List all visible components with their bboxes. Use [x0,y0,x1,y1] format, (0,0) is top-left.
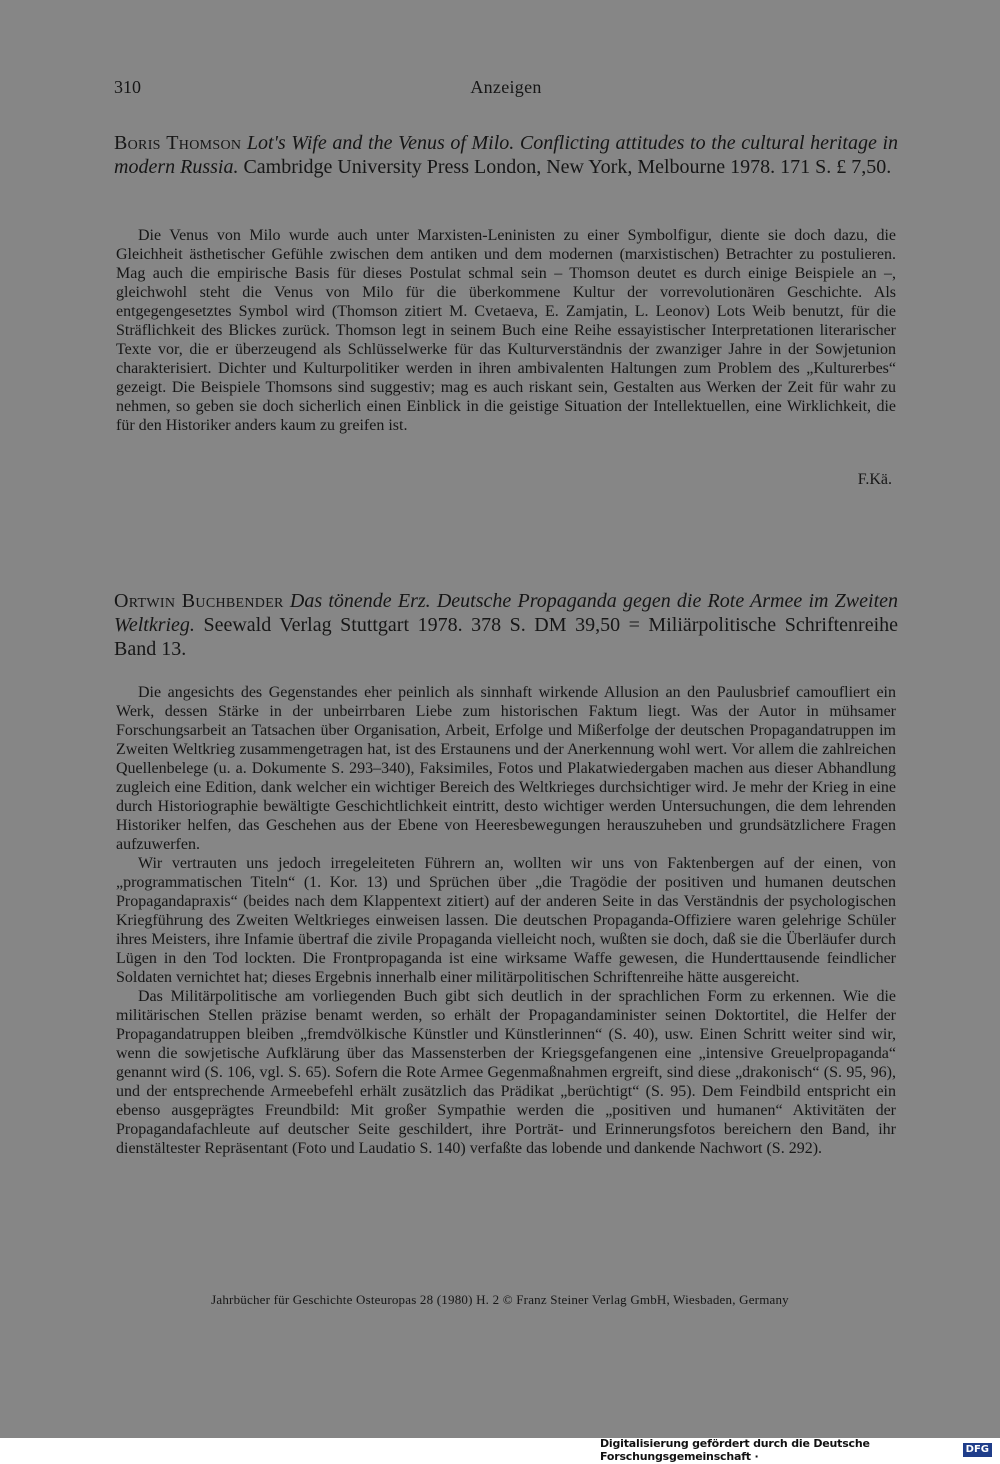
journal-footer: Jahrbücher für Geschichte Osteuropas 28 (1980) H. 2 © Franz Steiner Verlag GmbH, Wiesbaden, Germany [211,1292,789,1307]
review-2-publication: Seewald Verlag Stuttgart 1978. 378 S. DM 39,50 = Miliärpolitische Schriftenreihe Band 13. [114,614,899,660]
review-1-book-title: Lot's Wife and the Venus of Milo. Conflicting attitudes to the cultural heritage in modern Russia. [114,132,899,178]
review-2-author: Ortwin Buchbender [114,590,284,612]
review-2-body [116,683,896,1158]
dfg-logo: DFG [963,1443,992,1457]
review-2-paragraph-3: Das Militärpolitische am vorliegenden Buch gibt sich deutlich in der sprachlichen Form zu erkennen. Wie die militärischen Stellen präzise benamt werden, so erhält der Propagandaminister seinen Doktortitel, die Helfer der Propagandatruppen bleiben „fremdvölkische Künstler und Künstlerinnen“ (S. 40), usw. Einen Schritt weiter sind wir, wenn die sowjetische Aufklärung über das Massensterben der Kriegsgefangenen eine „intensive Greuelpropaganda“ genannt wird (S. 106, vgl. S. 65). Sofern die Rote Armee Gegenmaßnahmen ergreift, sind diese „drakonisch“ (S. 95, 96), und der entsprechende Armeebefehl erhält zusätzlich das Prädikat „berüchtigt“ (S. 95). Dem Feindbild entspricht ein ebenso ausgeprägtes Freundbild: Mit großer Sympathie werden die „positiven und humanen“ Aktivitäten der Propagandafachleute auf deutscher Seite geschildert, ihre Porträt- und Erinnerungsfotos bereichern den Band, ihr dienstältester Repräsentant (Foto und Laudatio S. 140) verfaßte das lobende und dankende Nachwort (S. 292). [116,988,896,1157]
review-2-paragraph-1: Die angesichts des Gegenstandes eher peinlich als sinnhaft wirkende Allusion an den Paulusbrief camoufliert ein Werk, dessen Stärke in der unbeirrbaren Liebe zum historischen Faktum liegt. Was der Autor in mühsamer Forschungsarbeit an Tatsachen über Organisation, Arbeit, Erfolge und Mißerfolge der deutschen Propagandatruppen im Zweiten Weltkrieg zusammengetragen hat, ist des Erstaunens und der Anerkennung wohl wert. Vor allem die zahlreichen Quellenbelege (u. a. Dokumente S. 293–340), Faksimiles, Fotos und Plakatwiedergaben machen aus dieser Abhandlung zugleich eine Edition, dank welcher ein wichtiger Bereich des Weltkrieges durchsichtiger wird. Je mehr der Krieg in eine durch Historiographie bewältigte Geschichtlichkeit eintritt, desto wichtiger werden Untersuchungen, die dem lehrenden Historiker helfen, das Geschehen aus der Ebene von Heeresbewegungen herauszuheben und grundsätzlichere Fragen aufzuwerfen. [116,684,896,853]
review-1-author: Boris Thomson [114,132,242,154]
review-2-heading [114,589,898,661]
review-2-book-title: Das tönende Erz. Deutsche Propaganda gegen die Rote Armee im Zweiten Weltkrieg. [114,590,898,636]
review-1-body [116,226,896,435]
digitization-credit [600,1437,992,1463]
section-title: Anzeigen [470,77,542,97]
review-1-heading [114,131,898,179]
review-1-paragraph-1: Die Venus von Milo wurde auch unter Marxisten-Leninisten zu einer Symbolfigur, diente sie doch dazu, die Gleichheit ästhetischer Gefühle zwischen dem antiken und dem modernen (marxistischen) Betrachter zu postulieren. Mag auch die empirische Basis für dieses Postulat schmal sein – Thomson deutet es durch einige Beispiele an –, gleichwohl steht die Venus von Milo für die überkommene Kultur der vorrevolutionären Geschichte. Als entgegengesetztes Symbol wird (Thomson zitiert M. Cvetaeva, E. Zamjatin, L. Leonov) Lots Weib benutzt, für die Sträflichkeit des Blickes zurück. Thomson legt in seinem Buch eine Reihe essayistischer Interpretationen literarischer Texte vor, die er überzeugend als Schlüsselwerke für das Kulturverständnis der zwanziger Jahre in der Sowjetunion charakterisiert. Dichter und Kulturpolitiker werden in ihren ambivalenten Haltungen zum Problem des „Kulturerbes“ gezeigt. Die Beispiele Thomsons sind suggestiv; mag es auch riskant sein, Gestalten aus Werken der Zeit für wahr zu nehmen, so geben sie doch sicherlich einen Einblick in die geistige Situation der Intellektuellen, eine Wirklichkeit, die für den Historiker anders kaum zu greifen ist. [116,227,896,434]
review-1-signature: F.Kä. [857,471,892,488]
credit-text: Digitalisierung gefördert durch die Deutsche Forschungsgemeinschaft · [600,1437,870,1463]
review-1-publication: Cambridge University Press London, New York, Melbourne 1978. 171 S. £ 7,50. [243,156,892,178]
review-2-paragraph-2: Wir vertrauten uns jedoch irregeleiteten Führern an, wollten wir uns von Faktenbergen auf der einen, von „programmatischen Titeln“ (1. Kor. 13) und Sprüchen über „die Tragödie der positiven und humanen deutschen Propagandapraxis“ (beides nach dem Klappentext zitiert) auf der anderen Seite in das Verständnis der psychologischen Kriegführung des Zweiten Weltkrieges einweisen lassen. Die deutschen Propaganda-Offiziere waren gelehrige Schüler ihres Meisters, ihre Infamie übertraf die zivile Propaganda vielleicht noch, wußten sie doch, daß sie die Überläufer durch Lügen in den Tod lockten. Die Frontpropaganda ist eine wirksame Waffe gewesen, die Hunderttausende feindlicher Soldaten vernichtet hat; dieses Ergebnis innerhalb einer militärpolitischen Schriftenreihe hätte ausgereicht. [116,855,896,986]
page-number: 310 [114,77,141,97]
